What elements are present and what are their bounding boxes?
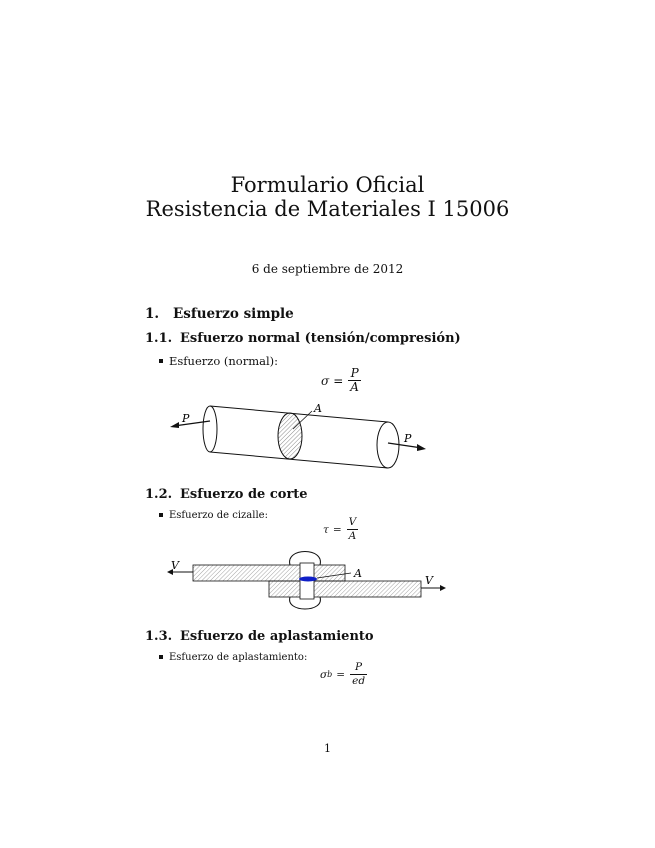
section-number: 1. <box>145 306 160 322</box>
subsection-heading <box>145 629 374 644</box>
denominator: ed <box>352 675 366 687</box>
force-label-right: V <box>425 574 433 587</box>
bottom-plate <box>269 581 421 597</box>
list-item-text: Esfuerzo (normal): <box>169 354 279 368</box>
fraction <box>347 516 359 543</box>
formula-bearing-stress: σ b = $\frac{P}{ed}$ <box>320 661 366 687</box>
bullet-icon <box>159 655 163 659</box>
formula-lhs: τ <box>323 523 329 536</box>
formula-lhs: σ <box>321 373 330 388</box>
document-title <box>0 173 655 221</box>
list-item <box>159 652 307 663</box>
top-plate <box>193 565 345 581</box>
subsection-title: Esfuerzo normal (tensión/compresión) <box>180 331 461 346</box>
subsection-number: 1.1. <box>145 331 173 346</box>
page-number: 1 <box>324 742 331 755</box>
subsection-heading <box>145 331 461 346</box>
bullet-icon <box>159 359 163 363</box>
load-label-left: P <box>182 412 190 425</box>
subsection-title: Esfuerzo de aplastamiento <box>180 629 374 644</box>
formula-lhs-subscript: b <box>327 670 333 679</box>
subsection-title: Esfuerzo de corte <box>180 487 308 502</box>
axial-load-figure <box>160 395 440 475</box>
section-title: Esfuerzo simple <box>173 306 294 322</box>
document-date: 6 de septiembre de 2012 <box>251 262 404 276</box>
list-item-text: Esfuerzo de cizalle: <box>169 510 268 521</box>
numerator: V <box>348 516 357 528</box>
title-line-2: Resistencia de Materiales I 15006 <box>145 197 510 221</box>
denominator: A <box>350 380 359 394</box>
subsection-number: 1.2. <box>145 487 173 502</box>
formula-lhs: σ <box>320 668 328 681</box>
bullet-icon <box>159 513 163 517</box>
cylinder-left-end <box>203 406 217 452</box>
area-label: A <box>314 402 322 415</box>
formula-normal-stress: σ = $\frac{P}{A}$ <box>321 366 359 394</box>
force-label-left: V <box>171 559 179 572</box>
shear-area <box>299 577 317 582</box>
area-label: A <box>354 567 362 580</box>
cross-section-area <box>278 413 302 459</box>
title-line-1: Formulario Oficial <box>230 173 425 197</box>
numerator: P <box>350 366 359 380</box>
shear-joint-figure <box>165 545 450 615</box>
cylinder-right-end <box>377 422 399 468</box>
list-item-text: Esfuerzo de aplastamiento: <box>169 652 308 663</box>
list-item <box>159 354 278 368</box>
fraction <box>350 661 367 688</box>
section-heading <box>145 306 294 322</box>
subsection-number: 1.3. <box>145 629 173 644</box>
subsection-heading <box>145 487 308 502</box>
denominator: A <box>348 530 357 542</box>
numerator: P <box>355 661 363 673</box>
fraction <box>348 367 361 394</box>
load-label-right: P <box>404 432 412 445</box>
formula-shear-stress: τ = $\frac{V}{A}$ <box>323 516 357 542</box>
list-item <box>159 510 268 521</box>
